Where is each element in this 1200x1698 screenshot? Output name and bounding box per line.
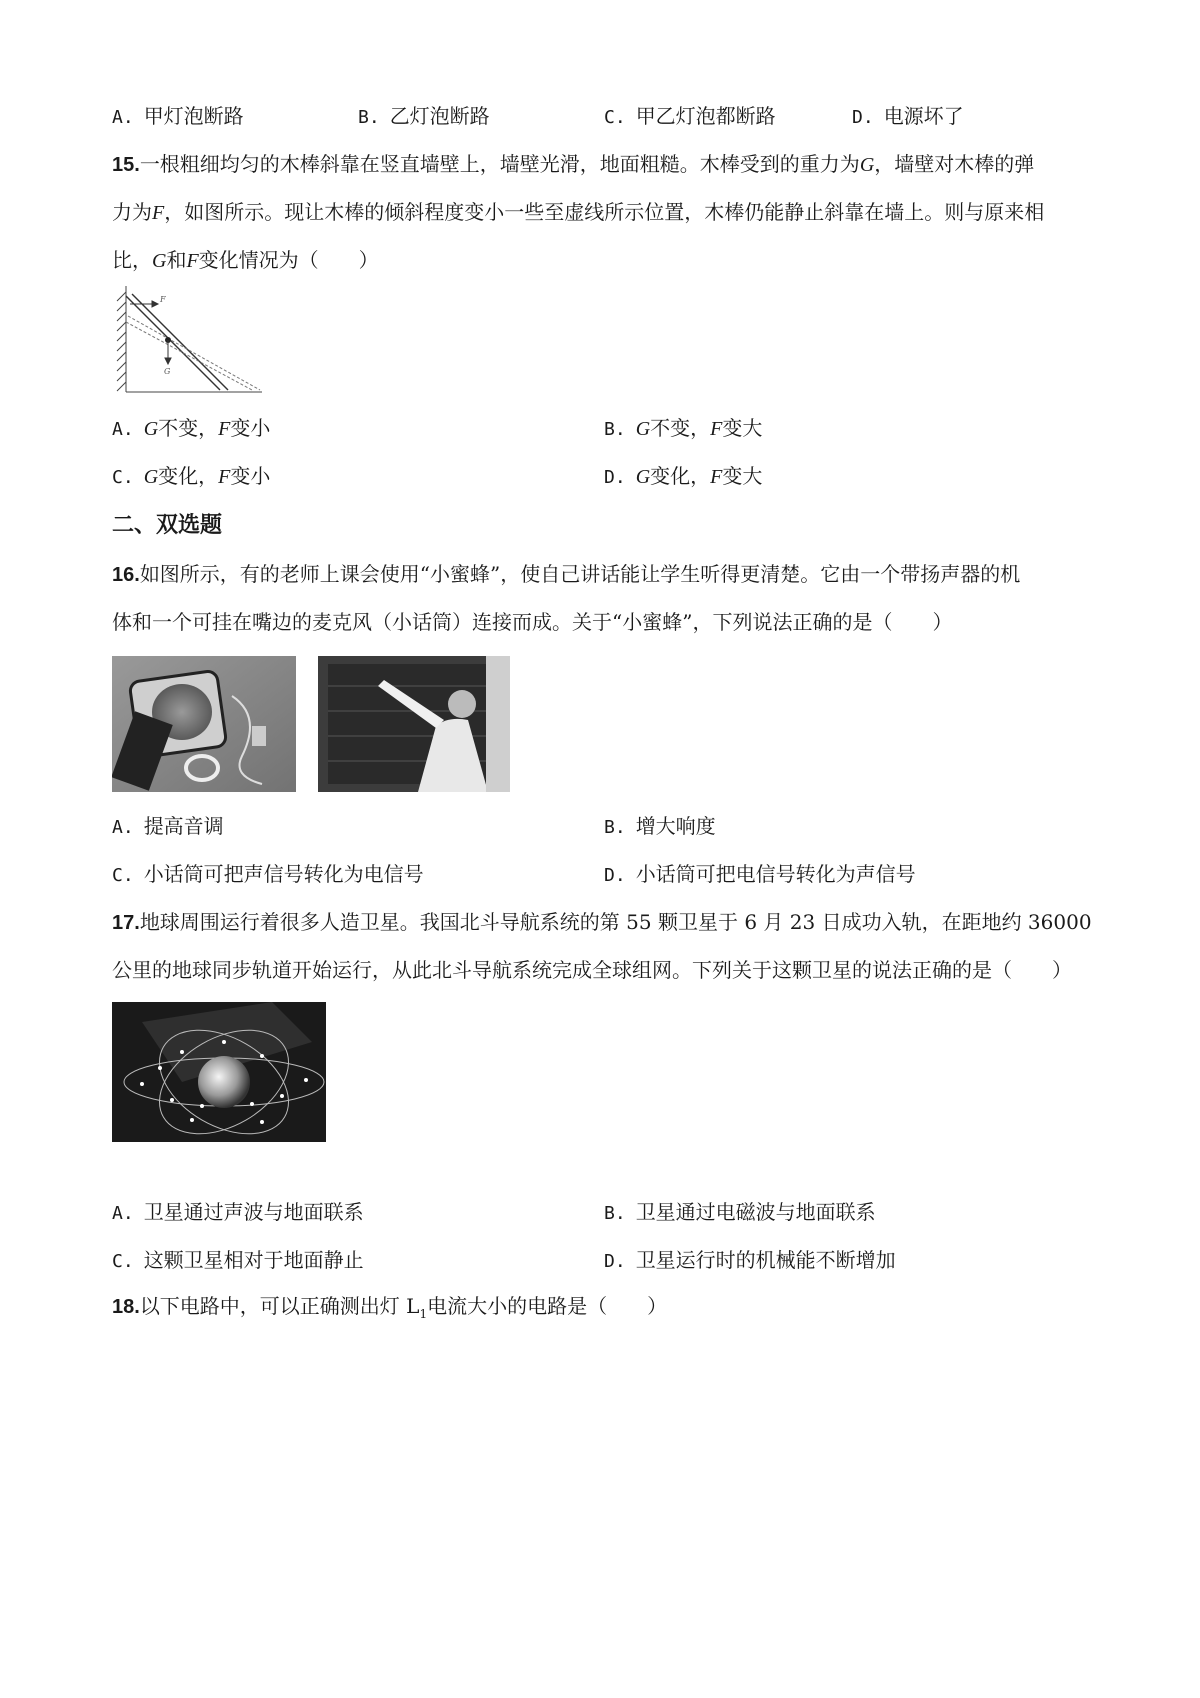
rod-dashed: [126, 316, 260, 390]
q15-stem-line1: 15.一根粗细均匀的木棒斜靠在竖直墙壁上，墙壁光滑，地面粗糙。木棒受到的重力为G，墙壁对木棒的弹: [112, 152, 1035, 176]
q16-option-a[interactable]: A. 提高音调: [112, 814, 224, 838]
q15-stem-line3: 比，G和F变化情况为（ ）: [112, 248, 379, 272]
q16-option-b[interactable]: B. 增大响度: [604, 814, 716, 838]
q17-satellite-orbit-photo: [112, 1002, 326, 1142]
q15-option-a[interactable]: A. G不变，F变小: [112, 416, 271, 440]
q17-option-c[interactable]: C. 这颗卫星相对于地面静止: [112, 1248, 364, 1272]
q16-teacher-photo: [318, 656, 510, 792]
q16-stem-line2: 体和一个可挂在嘴边的麦克风（小话筒）连接而成。关于“小蜜蜂”，下列说法正确的是（ ）: [112, 610, 953, 634]
force-f-label: F: [160, 295, 166, 304]
q15-option-d[interactable]: D. G变化，F变大: [604, 464, 763, 488]
q16-option-c[interactable]: C. 小话筒可把声信号转化为电信号: [112, 862, 424, 886]
q15-option-c[interactable]: C. G变化，F变小: [112, 464, 271, 488]
q16-amplifier-photo: [112, 656, 296, 792]
q15-rod-figure: [112, 282, 272, 400]
gravity-g-label: G: [164, 367, 171, 376]
q17-option-b[interactable]: B. 卫星通过电磁波与地面联系: [604, 1200, 876, 1224]
q14-option-d[interactable]: D. 电源坏了: [852, 104, 964, 128]
q17-stem-line1: 17.地球周围运行着很多人造卫星。我国北斗导航系统的第 55 颗卫星于 6 月 23 日成功入轨，在距地约 36000: [112, 910, 1092, 934]
section-title: 二、双选题: [112, 513, 223, 538]
wall-hatching: [117, 286, 126, 392]
rod-solid: [126, 294, 228, 390]
q16-option-d[interactable]: D. 小话筒可把电信号转化为声信号: [604, 862, 916, 886]
q17-stem-line2: 公里的地球同步轨道开始运行，从此北斗导航系统完成全球组网。下列关于这颗卫星的说法正确的是（ ）: [112, 958, 1072, 982]
q16-stem-line1: 16.如图所示，有的老师上课会使用“小蜜蜂”，使自己讲话能让学生听得更清楚。它由一个带扬声器的机: [112, 562, 1021, 586]
q14-option-b[interactable]: B. 乙灯泡断路: [358, 104, 490, 128]
q17-option-d[interactable]: D. 卫星运行时的机械能不断增加: [604, 1248, 896, 1272]
q14-option-a[interactable]: A. 甲灯泡断路: [112, 104, 244, 128]
q15-option-b[interactable]: B. G不变，F变大: [604, 416, 763, 440]
q17-option-a[interactable]: A. 卫星通过声波与地面联系: [112, 1200, 364, 1224]
q15-stem-line2: 力为F，如图所示。现让木棒的倾斜程度变小一些至虚线所示位置，木棒仍能静止斜靠在墙上。则与原来相: [112, 200, 1045, 224]
q18-stem: 18.以下电路中，可以正确测出灯 $L_1$电流大小的电路是（ ）: [112, 1294, 668, 1321]
q14-option-c[interactable]: C. 甲乙灯泡都断路: [604, 104, 776, 128]
